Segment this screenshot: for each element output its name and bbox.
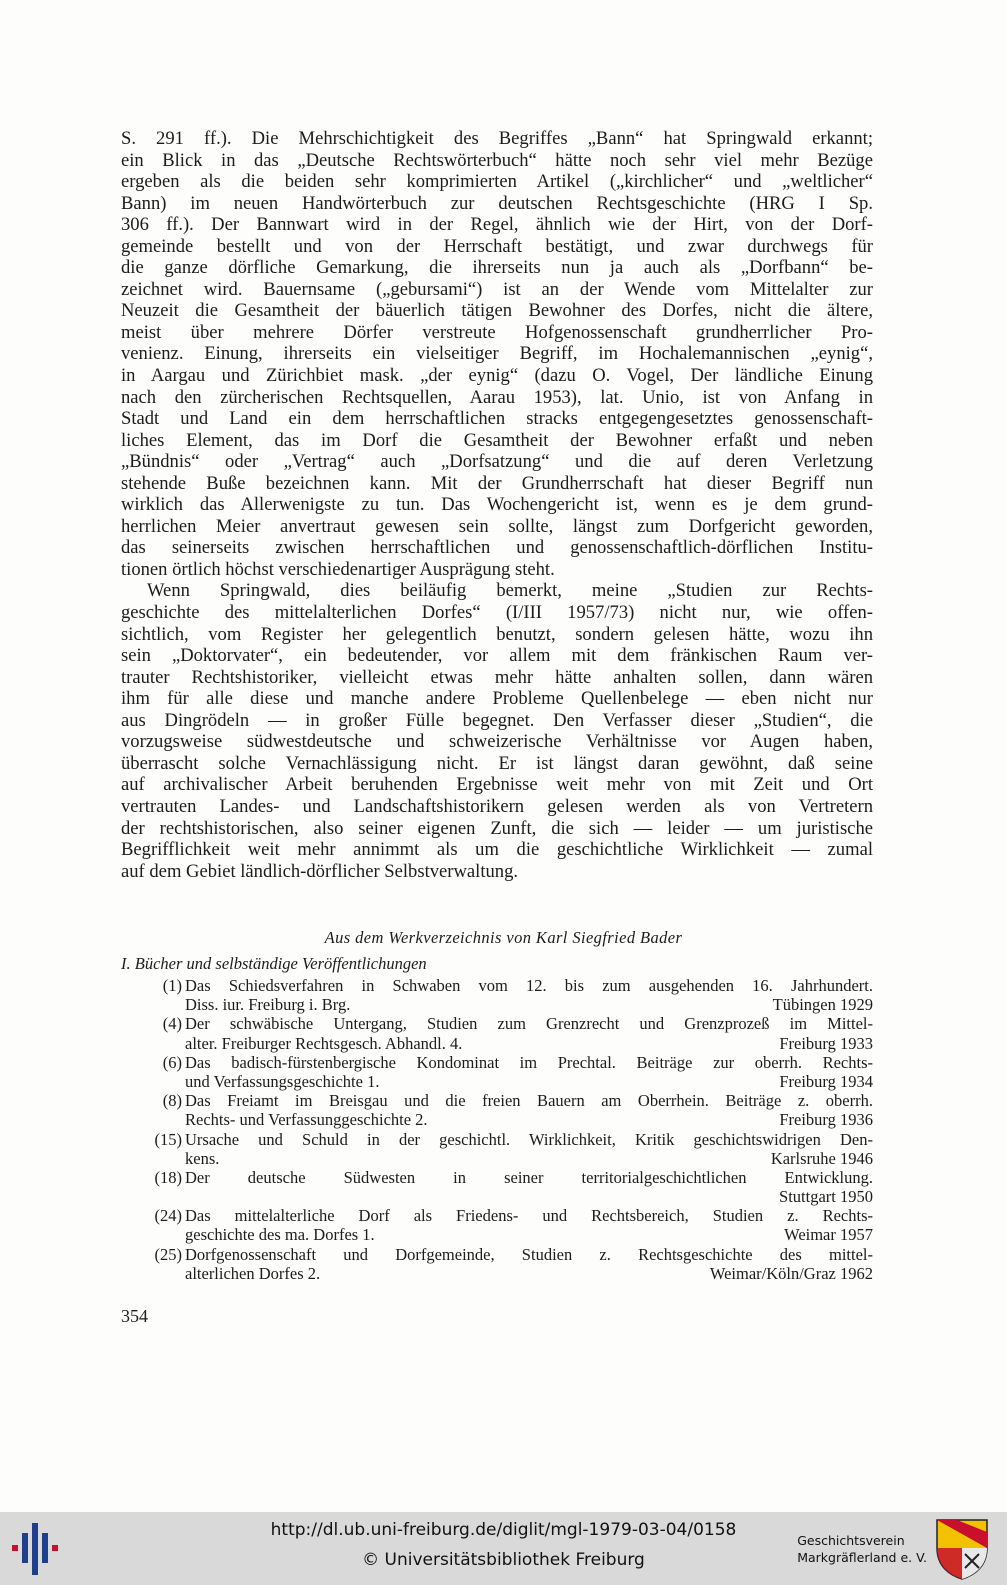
body-line: vorzugsweise südwestdeutsche und schweizerische Verhältnisse vor Augen haben, bbox=[121, 731, 873, 753]
body-line: aus Dingrödeln — in großer Fülle begegnet. Den Verfasser dieser „Studien“, die bbox=[121, 709, 873, 731]
entry-text: Rechts- und Verfassunggeschichte 2. bbox=[185, 1110, 428, 1130]
entry-text: kens. bbox=[185, 1148, 220, 1168]
entry-place-year: Tübingen 1929 bbox=[772, 995, 873, 1015]
body-line: gemeinde bestellt und von der Herrschaft bestätigt, und zwar durchwegs für bbox=[121, 235, 873, 257]
body-line: überrascht solche Vernachlässigung nicht. Er ist längst daran gewöhnt, daß seine bbox=[121, 752, 873, 774]
bibliography-entry bbox=[121, 1130, 873, 1168]
entry-text: alter. Freiburger Rechtsgesch. Abhandl. 4. bbox=[185, 1033, 463, 1053]
body-line: „Bündnis“ oder „Vertrag“ auch „Dorfsatzung“ und die auf deren Verletzung bbox=[121, 451, 873, 473]
entry-number: (1) bbox=[162, 976, 182, 995]
footer-copyright: © Universitätsbibliothek Freiburg bbox=[362, 1550, 645, 1570]
entry-number: (4) bbox=[162, 1014, 182, 1034]
entry-text: Diss. iur. Freiburg i. Brg. bbox=[185, 995, 351, 1015]
entry-text: Das mittelalterliche Dorf als Friedens- und Rechtsbereich, Studien z. Rechts- bbox=[185, 1206, 873, 1226]
body-line: ein Blick in das „Deutsche Rechtswörterbuch“ hätte noch sehr viel mehr Bezüge bbox=[121, 149, 873, 171]
body-line: Stadt und Land ein dem herrschaftlichen stracks entgegengesetztes genossenschaft- bbox=[121, 408, 873, 430]
body-text bbox=[121, 128, 873, 882]
body-line: Neuzeit die Gesamtheit der bäuerlich tätigen Bewohner des Dorfes, nicht die ältere, bbox=[121, 300, 873, 322]
body-line: auf archivalischer Arbeit beruhenden Ergebnisse weit mehr von mit Zeit und Ort bbox=[121, 774, 873, 796]
entry-place-year: Freiburg 1933 bbox=[779, 1033, 873, 1053]
body-line: vertrauten Landes- und Landschaftshistorikern gelesen werden als von Vertretern bbox=[121, 795, 873, 817]
society-name bbox=[797, 1532, 927, 1566]
entry-text: geschichte des ma. Dorfes 1. bbox=[185, 1225, 375, 1245]
entry-text: Das badisch-fürstenbergische Kondominat im Prechtal. Beiträge zur oberrh. Rechts- bbox=[185, 1052, 873, 1072]
society-line-1: Geschichtsverein bbox=[797, 1533, 905, 1548]
entry-text: Der deutsche Südwesten in seiner territorialgeschichtlichen Entwicklung. bbox=[185, 1167, 873, 1187]
body-line: das seinerseits zwischen herrschaftlichen und genossenschaftlich-dörflichen Institu- bbox=[121, 537, 873, 559]
body-line: meist über mehrere Dörfer verstreute Hofgenossenschaft grundherrlicher Pro- bbox=[121, 321, 873, 343]
bibliography-entry bbox=[121, 1053, 873, 1091]
body-line: trauter Rechtshistoriker, vielleicht etwas mehr hätte anhalten sollen, dann wären bbox=[121, 666, 873, 688]
bibliography-entry bbox=[121, 1014, 873, 1052]
entry-number: (24) bbox=[154, 1206, 182, 1226]
body-line: in Aargau und Zürichbiet mask. „der eynig“ (dazu O. Vogel, Der ländliche Einung bbox=[121, 365, 873, 387]
body-line: stehende Buße bezeichnen kann. Mit der Grundherrschaft hat dieser Begriff nun bbox=[121, 472, 873, 494]
body-line: ergeben als die beiden sehr komprimierten Artikel („kirchlicher“ und „weltlicher“ bbox=[121, 171, 873, 193]
body-line: nach den zürcherischen Rechtsquellen, Aarau 1953), lat. Unio, ist von Anfang in bbox=[121, 386, 873, 408]
entry-number: (8) bbox=[162, 1091, 182, 1111]
bibliography-list bbox=[121, 976, 873, 1283]
entry-text: Das Schiedsverfahren in Schwaben vom 12. bis zum ausgehenden 16. Jahrhundert. bbox=[185, 976, 873, 995]
entry-number: (15) bbox=[154, 1129, 182, 1149]
entry-place-year: Stuttgart 1950 bbox=[779, 1187, 873, 1207]
entry-text: Ursache und Schuld in der geschichtl. Wirklichkeit, Kritik geschichtswidrigen Den- bbox=[185, 1129, 873, 1149]
entry-text: Dorfgenossenschaft und Dorfgemeinde, Studien z. Rechtsgeschichte des mittel- bbox=[185, 1244, 873, 1264]
entry-text: Der schwäbische Untergang, Studien zum Grenzrecht und Grenzprozeß im Mittel- bbox=[185, 1014, 873, 1034]
body-line: zeichnet wird. Bauernsame („gebursami“) ist an der Wende vom Mittelalter zur bbox=[121, 278, 873, 300]
body-line: sein „Doktorvater“, ein bedeutender, vor allem mit dem fränkischen Raum ver- bbox=[121, 645, 873, 667]
society-line-2: Markgräflerland e. V. bbox=[797, 1550, 927, 1565]
entry-place-year: Weimar/Köln/Graz 1962 bbox=[709, 1263, 873, 1283]
bibliography-entry bbox=[121, 1206, 873, 1244]
page-number: 354 bbox=[121, 1306, 148, 1326]
body-line: tionen örtlich höchst verschiedenartiger Ausprägung steht. bbox=[121, 558, 555, 580]
body-line: 306 ff.). Der Bannwart wird in der Regel, ähnlich wie der Hirt, von der Dorf- bbox=[121, 214, 873, 236]
footer-bar bbox=[0, 1512, 1007, 1585]
entry-text: alterlichen Dorfes 2. bbox=[185, 1263, 321, 1283]
body-line: die ganze dörfliche Gemarkung, die ihrerseits nun ja auch als „Dorfbann“ be- bbox=[121, 257, 873, 279]
entry-text: und Verfassungsgeschichte 1. bbox=[185, 1071, 380, 1091]
body-line: wirklich das Allerwenigste zu tun. Das Wochengericht ist, wenn es je dem grund- bbox=[121, 494, 873, 516]
section-title: I. Bücher und selbständige Veröffentlichungen bbox=[121, 954, 427, 973]
bibliography-entry bbox=[121, 1168, 873, 1206]
body-line: Begrifflichkeit weit mehr annimmt als um die geschichtliche Wirklichkeit — zumal bbox=[121, 839, 873, 861]
entry-place-year: Weimar 1957 bbox=[784, 1225, 873, 1245]
body-line: auf dem Gebiet ländlich-dörflicher Selbstverwaltung. bbox=[121, 860, 519, 882]
body-line: Bann) im neuen Handwörterbuch zur deutschen Rechtsgeschichte (HRG I Sp. bbox=[121, 192, 873, 214]
bibliography-entry bbox=[121, 976, 873, 1014]
bibliography-entry bbox=[121, 1245, 873, 1283]
entry-place-year: Karlsruhe 1946 bbox=[770, 1148, 873, 1168]
body-line: der rechtshistorischen, also seiner eigenen Zunft, die sich — leider — um juristische bbox=[121, 817, 873, 839]
entry-number: (18) bbox=[154, 1167, 182, 1187]
body-line: S. 291 ff.). Die Mehrschichtigkeit des Begriffes „Bann“ hat Springwald erkannt; bbox=[121, 128, 873, 149]
bibliography-heading: Aus dem Werkverzeichnis von Karl Siegfried Bader bbox=[324, 928, 683, 947]
footer-url-link[interactable]: http://dl.ub.uni-freiburg.de/diglit/mgl-1979-03-04/0158 bbox=[270, 1520, 737, 1540]
bibliography-entry bbox=[121, 1091, 873, 1129]
body-line: liches Element, das im Dorf die Gesamtheit der Bewohner erfaßt und neben bbox=[121, 429, 873, 451]
body-line: ihm für alle diese und manche andere Probleme Quellenbelege — eben nicht nur bbox=[121, 688, 873, 710]
body-line: geschichte des mittelalterlichen Dorfes“ (I/III 1957/73) nicht nur, wie offen- bbox=[121, 602, 873, 624]
entry-text: Das Freiamt im Breisgau und die freien Bauern am Oberrhein. Beiträge z. oberrh. bbox=[185, 1091, 873, 1111]
entry-place-year: Freiburg 1934 bbox=[779, 1071, 873, 1091]
entry-number: (25) bbox=[154, 1244, 182, 1264]
body-line: venienz. Einung, ihrerseits ein vielseitiger Begriff, im Hochalemannischen „eynig“, bbox=[121, 343, 873, 365]
entry-place-year: Freiburg 1936 bbox=[779, 1110, 873, 1130]
body-line: sichtlich, vom Register her gelegentlich benutzt, sondern gelesen hätte, wozu ihn bbox=[121, 623, 873, 645]
body-line: Wenn Springwald, dies beiläufig bemerkt, meine „Studien zur Rechts- bbox=[147, 580, 873, 602]
entry-number: (6) bbox=[162, 1052, 182, 1072]
coat-of-arms-icon bbox=[935, 1518, 989, 1580]
body-line: herrlichen Meier anvertraut gewesen sein sollte, längst zum Dorfgericht geworden, bbox=[121, 515, 873, 537]
